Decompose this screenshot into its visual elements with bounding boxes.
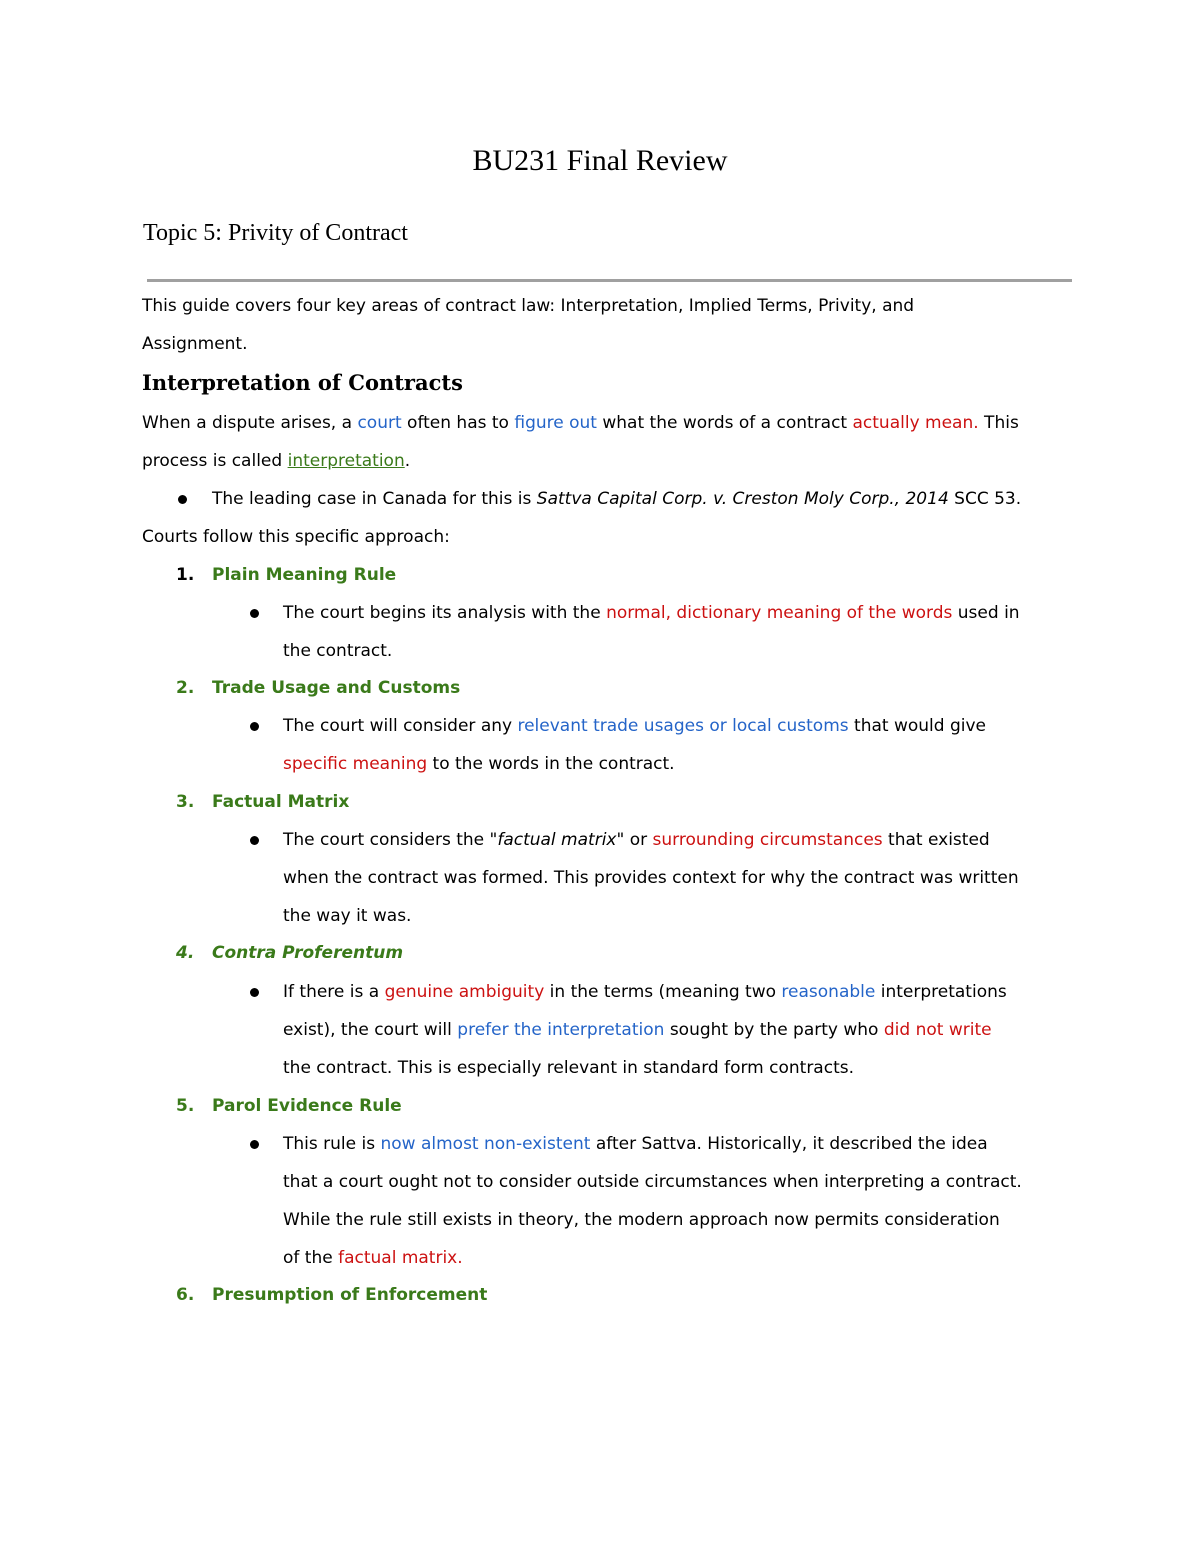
- bullet-icon: [250, 988, 259, 997]
- highlight-text: did not write: [883, 1020, 992, 1040]
- bullet-icon: [250, 1140, 259, 1149]
- text-run: " or: [616, 830, 653, 850]
- text-run: to the words in the contract.: [427, 754, 675, 774]
- list-number: 4.: [176, 943, 195, 963]
- item-heading-presumption: Presumption of Enforcement: [212, 1285, 488, 1305]
- highlight-text: prefer the interpretation: [457, 1020, 665, 1040]
- text-run: used in: [952, 603, 1020, 623]
- text-run: SCC 53.: [948, 489, 1022, 509]
- section-heading: Interpretation of Contracts: [142, 370, 463, 395]
- list-number: 2.: [176, 678, 195, 698]
- text-run: .: [404, 451, 411, 471]
- item-heading-trade-usage: Trade Usage and Customs: [212, 678, 461, 698]
- item-2-line-1: [283, 714, 986, 738]
- paragraph-line-1: [142, 411, 1019, 435]
- item-1-line-2: the contract.: [283, 641, 393, 661]
- item-2-line-2: [283, 752, 675, 776]
- highlight-text: reasonable: [781, 982, 876, 1002]
- text-run: This: [978, 413, 1019, 433]
- item-5-line-2: that a court ought not to consider outside circumstances when interpreting a contract.: [283, 1172, 1022, 1192]
- text-run: This rule is: [283, 1134, 381, 1154]
- item-heading-factual-matrix: Factual Matrix: [212, 792, 350, 812]
- item-heading-parol-evidence: Parol Evidence Rule: [212, 1096, 402, 1116]
- text-run: process is called: [142, 451, 288, 471]
- item-5-line-3: While the rule still exists in theory, the modern approach now permits consideration: [283, 1210, 1000, 1230]
- approach-intro: Courts follow this specific approach:: [142, 527, 450, 547]
- item-1-line-1: [283, 601, 1020, 625]
- text-run: after Sattva. Historically, it described the idea: [590, 1134, 988, 1154]
- text-run: often has to: [401, 413, 515, 433]
- case-citation: Sattva Capital Corp. v. Creston Moly Corp., 2014: [536, 489, 949, 509]
- item-4-line-1: [283, 980, 1007, 1004]
- text-run: exist), the court will: [283, 1020, 458, 1040]
- item-3-line-3: the way it was.: [283, 906, 412, 926]
- highlight-text: now almost non-existent: [380, 1134, 591, 1154]
- text-run: If there is a: [283, 982, 385, 1002]
- text-run: The court considers the ": [283, 830, 498, 850]
- text-run: that would give: [848, 716, 986, 736]
- highlight-interpretation: interpretation: [287, 451, 405, 471]
- bullet-icon: [250, 722, 259, 731]
- text-run: The court will consider any: [283, 716, 518, 736]
- highlight-text: genuine ambiguity: [384, 982, 545, 1002]
- item-heading-plain-meaning: Plain Meaning Rule: [212, 565, 397, 585]
- text-run: The leading case in Canada for this is: [212, 489, 537, 509]
- bullet-icon: [250, 609, 259, 618]
- text-run: When a dispute arises, a: [142, 413, 358, 433]
- leading-case-line: [212, 487, 1021, 511]
- text-run: interpretations: [875, 982, 1007, 1002]
- highlight-text: normal, dictionary meaning of the words: [606, 603, 953, 623]
- bullet-icon: [178, 495, 187, 504]
- highlight-text: specific meaning: [283, 754, 428, 774]
- item-4-line-3: the contract. This is especially relevant in standard form contracts.: [283, 1058, 855, 1078]
- document-title: BU231 Final Review: [472, 144, 728, 177]
- highlight-court: court: [357, 413, 402, 433]
- text-run: The court begins its analysis with the: [283, 603, 607, 623]
- intro-line-2: Assignment.: [142, 334, 248, 354]
- list-number: 5.: [176, 1096, 195, 1116]
- highlight-text: surrounding circumstances: [652, 830, 883, 850]
- bullet-icon: [250, 836, 259, 845]
- text-run: in the terms (meaning two: [544, 982, 782, 1002]
- topic-subtitle: Topic 5: Privity of Contract: [143, 220, 408, 246]
- item-heading-contra-proferentum: Contra Proferentum: [212, 943, 404, 963]
- text-run: sought by the party who: [664, 1020, 884, 1040]
- text-run: what the words of a contract: [596, 413, 853, 433]
- highlight-actually-mean: actually mean.: [852, 413, 979, 433]
- item-3-line-1: [283, 828, 990, 852]
- paragraph-line-2: [142, 449, 410, 473]
- highlight-figure-out: figure out: [514, 413, 597, 433]
- text-run: that existed: [882, 830, 990, 850]
- italic-term: factual matrix: [497, 830, 617, 850]
- highlight-text: relevant trade usages or local customs: [517, 716, 849, 736]
- item-5-line-4: [283, 1246, 463, 1270]
- list-number: 6.: [176, 1285, 195, 1305]
- list-number: 1.: [176, 565, 195, 585]
- intro-line-1: This guide covers four key areas of contract law: Interpretation, Implied Terms, Privity, and: [142, 296, 915, 316]
- item-3-line-2: when the contract was formed. This provides context for why the contract was written: [283, 868, 1019, 888]
- list-number: 3.: [176, 792, 195, 812]
- item-4-line-2: [283, 1018, 992, 1042]
- text-run: of the: [283, 1248, 339, 1268]
- highlight-text: factual matrix.: [338, 1248, 463, 1268]
- item-5-line-1: [283, 1132, 988, 1156]
- horizontal-divider: [147, 279, 1072, 282]
